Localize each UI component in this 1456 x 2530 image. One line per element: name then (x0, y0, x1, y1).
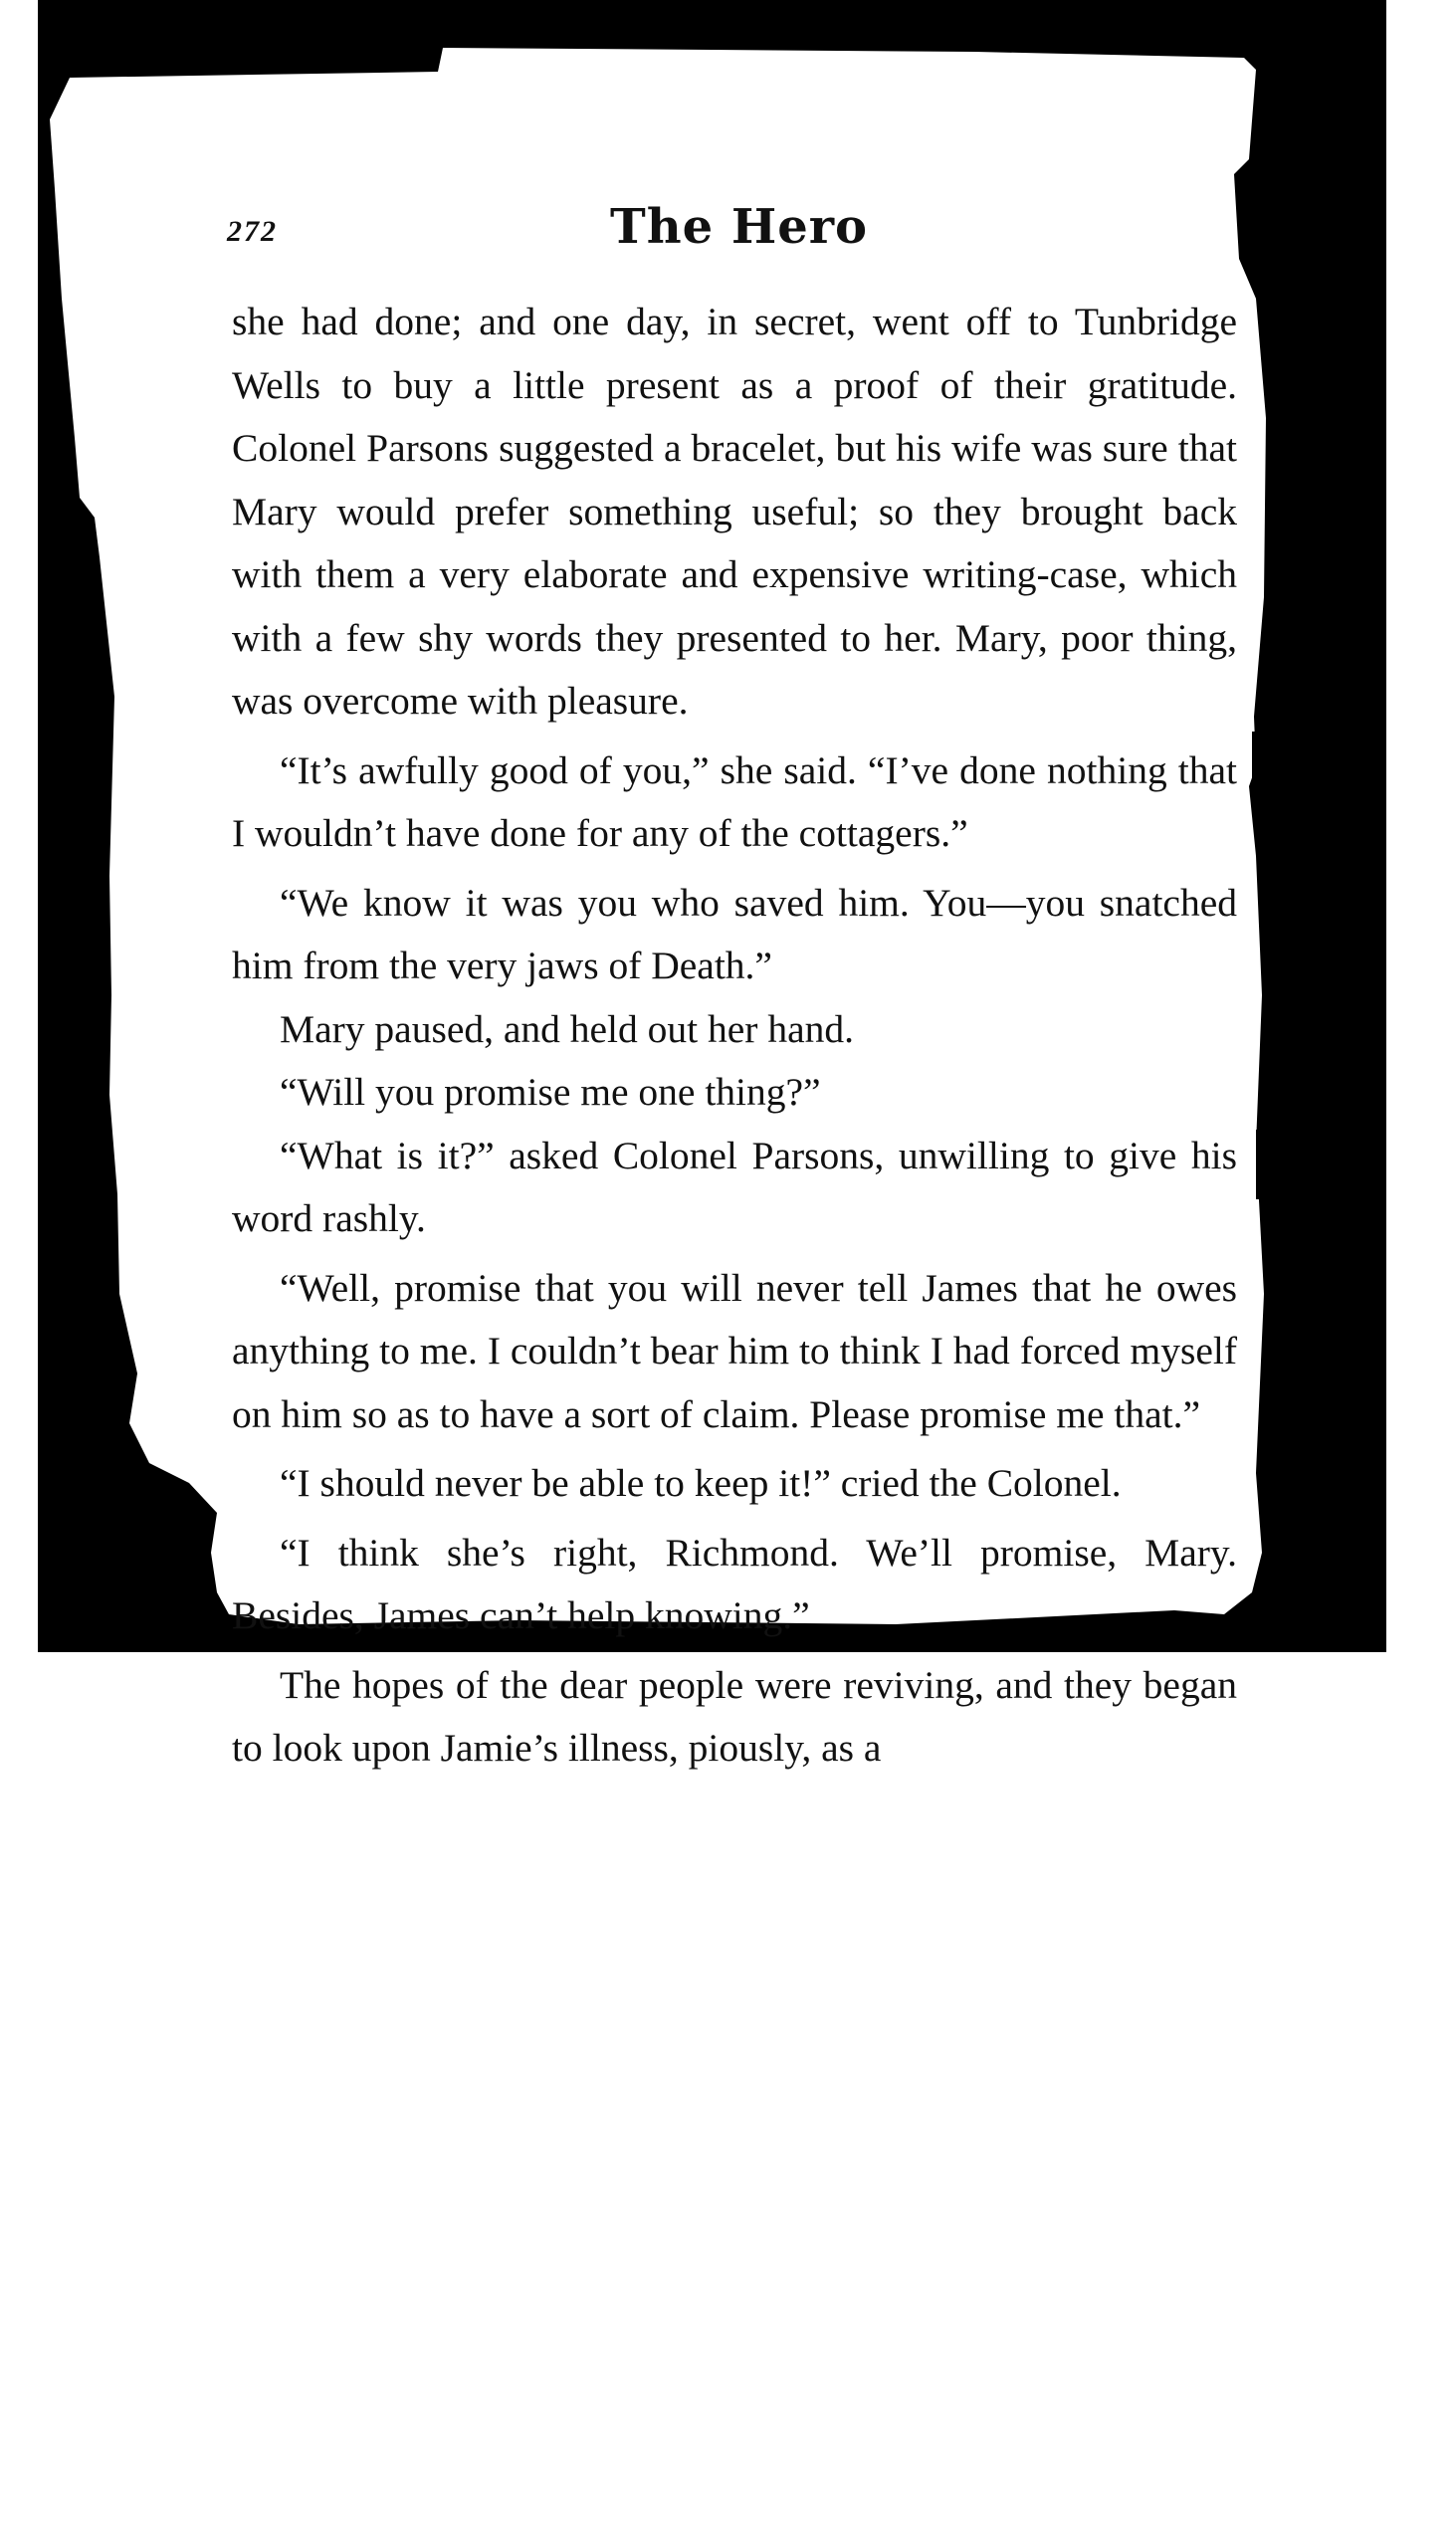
paragraph: “Well, promise that you will never tell James that he owes anything to me. I couldn’t bear him to think I had forced myself on him so as to have a sort of claim. Please promise me that.” (232, 1265, 1237, 1436)
page-header (227, 199, 1222, 269)
page-number: 272 (227, 215, 278, 248)
paragraph: “What is it?” asked Colonel Parsons, unwilling to give his word rashly. (232, 1133, 1237, 1240)
paragraph: “I should never be able to keep it!” cried the Colonel. (280, 1461, 1122, 1505)
running-title: The Hero (610, 199, 869, 255)
paragraph: “We know it was you who saved him. You—you snatched him from the very jaws of Death.” (232, 880, 1237, 987)
scan-notch (1252, 732, 1272, 801)
scan-notch (1256, 1130, 1274, 1199)
paragraph: Mary paused, and held out her hand. (280, 1006, 854, 1051)
paragraph: “I think she’s right, Richmond. We’ll promise, Mary. Besides, James can’t help knowing.” (232, 1530, 1237, 1637)
paragraph: “Will you promise me one thing?” (280, 1070, 821, 1114)
paragraph: The hopes of the dear people were reviving, and they began to look upon Jamie’s illness, piously, as a (232, 1662, 1237, 1770)
paragraph: “It’s awfully good of you,” she said. “I’ve done nothing that I wouldn’t have done for any of the cottagers.” (232, 747, 1237, 855)
paragraph: she had done; and one day, in secret, went off to Tunbridge Wells to buy a little present as a proof of their gratitude. Colonel Parsons suggested a bracelet, but his wife was sure that Mary would prefer something useful; so they brought back with them a very elaborate and expensive writing-case, which with a few shy words they presented to her. Mary, poor thing, was overcome with pleasure. (232, 300, 1237, 723)
body-text (232, 291, 1237, 1781)
